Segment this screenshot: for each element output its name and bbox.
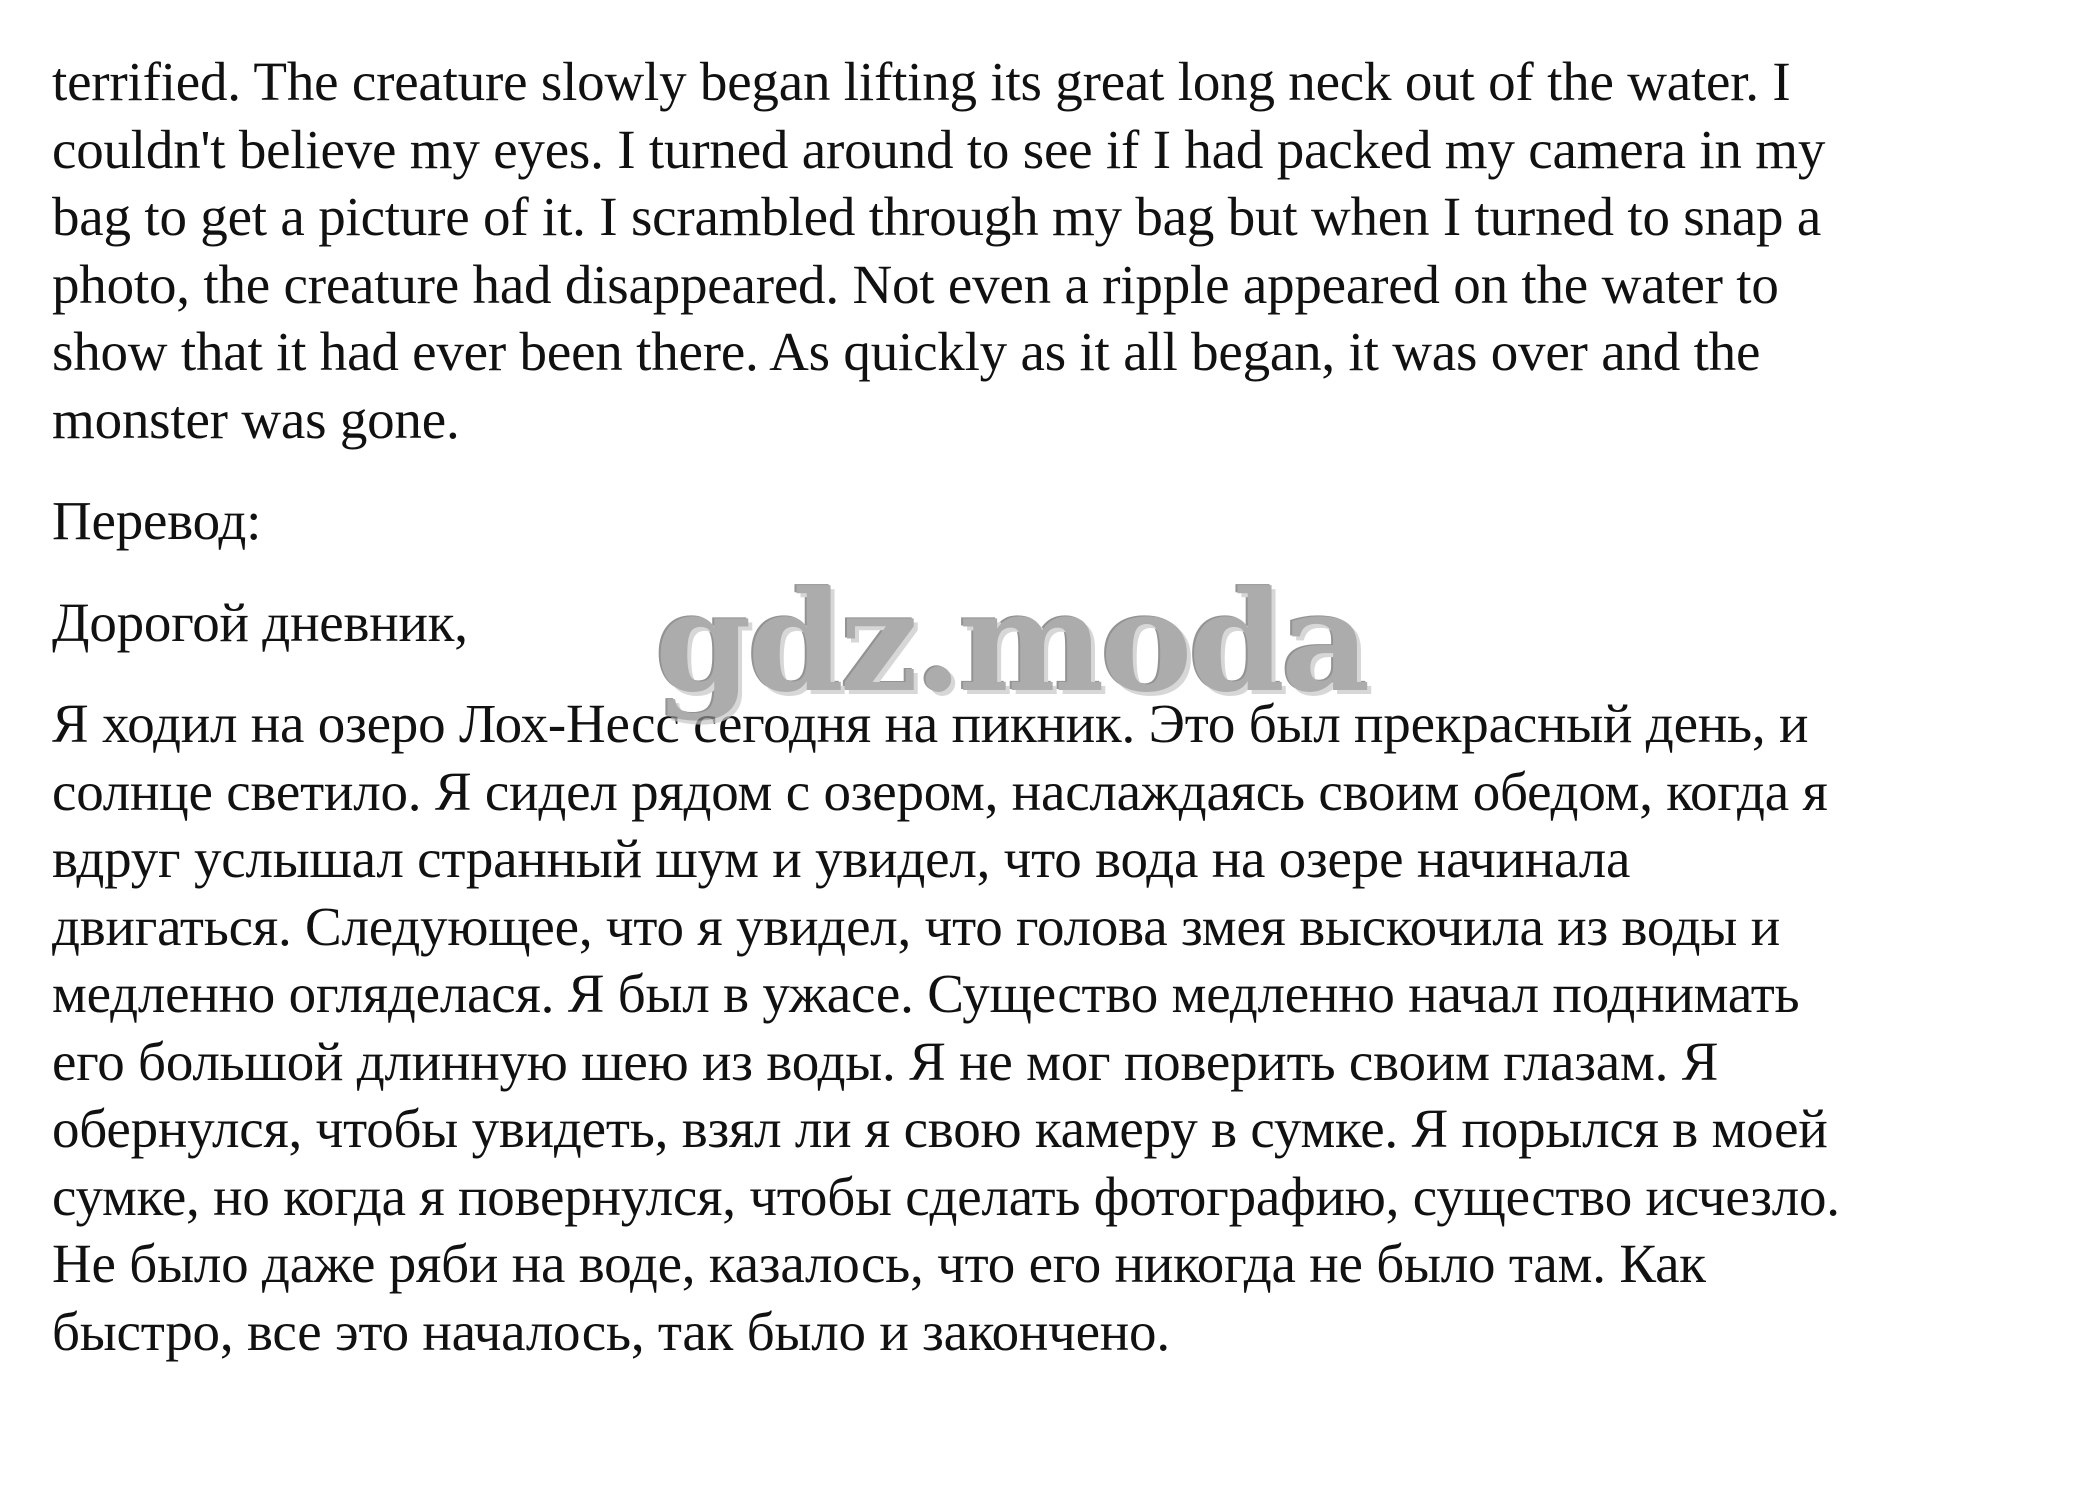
translation-heading: Перевод: — [52, 490, 262, 551]
text-line: photo, the creature had disappeared. Not even a ripple appeared on the water to — [52, 253, 1779, 315]
text-line: Я ходил на озеро Лох-Несс сегодня на пикник. Это был прекрасный день, и — [52, 693, 1809, 754]
text-line: couldn't believe my eyes. I turned around to see if I had packed my camera in my — [52, 118, 1826, 180]
text-line: солнце светило. Я сидел рядом с озером, наслаждаясь своим обедом, когда я — [52, 760, 1828, 822]
text-line: двигаться. Следующее, что я увидел, что голова змея выскочила из воды и — [52, 895, 1780, 957]
english-paragraph — [52, 48, 2052, 453]
text-line: вдруг услышал странный шум и увидел, что вода на озере начинала — [52, 828, 1631, 889]
text-line: быстро, все это началось, так было и закончено. — [52, 1300, 1170, 1362]
text-line: медленно огляделася. Я был в ужасе. Существо медленно начал поднимать — [52, 963, 1800, 1024]
text-line: bag to get a picture of it. I scrambled through my bag but when I turned to snap a — [52, 186, 1822, 247]
text-line: его большой длинную шею из воды. Я не мог поверить своим глазам. Я — [52, 1030, 1719, 1092]
text-line: сумке, но когда я повернулся, чтобы сделать фотографию, существо исчезло. — [52, 1165, 1840, 1227]
text-line: monster was gone. — [52, 388, 460, 450]
text-line: show that it had ever been there. As quickly as it all began, it was over and the — [52, 321, 1761, 382]
text-line: обернулся, чтобы увидеть, взял ли я свою камеру в сумке. Я порылся в моей — [52, 1098, 1828, 1159]
watermark-logo: gdz.moda — [655, 560, 1367, 723]
text-line: terrified. The creature slowly began lifting its great long neck out of the water. I — [52, 51, 1791, 112]
russian-paragraph — [52, 690, 2052, 1365]
greeting: Дорогой дневник, — [52, 591, 468, 653]
paragraph-gap — [52, 453, 2052, 487]
text-line: Не было даже ряби на воде, казалось, что его никогда не было там. Как — [52, 1233, 1706, 1294]
